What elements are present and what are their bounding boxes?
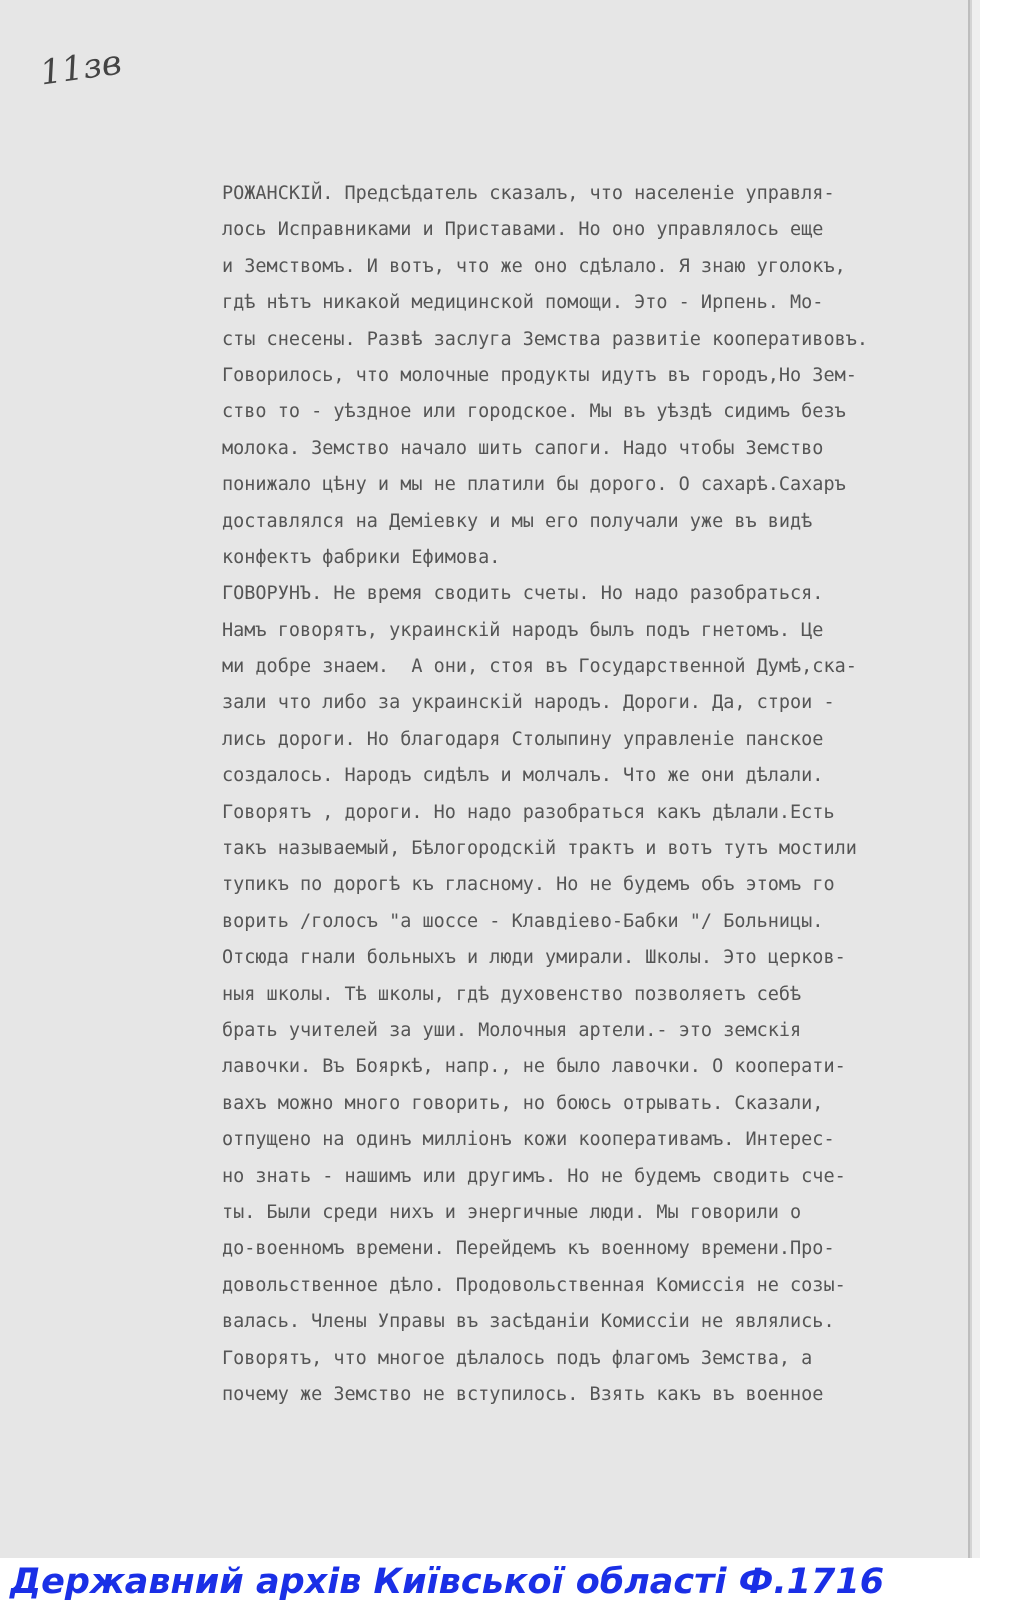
text-line: Говорятъ, что многое дѣлалось подъ флагомъ Земства, а — [222, 1347, 813, 1369]
text-line: зали что либо за украинскiй народъ. Дороги. Да, строи - — [222, 692, 835, 714]
text-line: Отсюда гнали больныхъ и люди умирали. Школы. Это церков- — [222, 947, 846, 969]
text-line: вахъ можно много говорить, но боюсь отрывать. Сказали, — [222, 1092, 824, 1114]
text-line: валась. Члены Управы въ засѣданiи Комиссiи не являлись. — [222, 1311, 835, 1333]
text-line: до-военномъ времени. Перейдемъ къ военному времени.Про- — [222, 1238, 835, 1260]
text-line: лось Исправниками и Приставами. Но оно управлялось еще — [222, 219, 824, 241]
text-line: ты. Были среди нихъ и энергичные люди. Мы говорили о — [222, 1201, 802, 1223]
text-line: доставлялся на Демiевку и мы его получали уже въ видѣ — [222, 510, 813, 532]
text-line: понижало цѣну и мы не платили бы дорого. О сахарѣ.Сахаръ — [222, 474, 846, 496]
typewritten-text — [222, 176, 952, 1413]
text-line: Говорилось, что молочные продукты идутъ въ городъ,Но Зем- — [222, 364, 857, 386]
text-line: создалось. Народъ сидѣлъ и молчалъ. Что же они дѣлали. — [222, 765, 824, 787]
text-line: лись дороги. Но благодаря Столыпину управленiе панское — [222, 728, 824, 750]
text-line: сты снесены. Развѣ заслуга Земства развитіе кооперативовъ. — [222, 328, 869, 350]
text-line: конфектъ фабрики Ефимова. — [222, 546, 501, 568]
text-line: довольственное дѣло. Продовольственная Комиссiя не созы- — [222, 1274, 846, 1296]
text-line: лавочки. Въ Бояркѣ, напр., не было лавочки. О кооперати- — [222, 1056, 846, 1078]
folio-number: 11зв — [37, 42, 124, 94]
paper-edge — [972, 0, 980, 1558]
text-line: Намъ говорятъ, украинскiй народъ былъ подъ гнетомъ. Це — [222, 619, 824, 641]
text-line: и Земствомъ. И вотъ, что же оно сдѣлало. Я знаю уголокъ, — [222, 255, 846, 277]
text-line: ворить /голосъ "а шоссе - Клавдiево-Бабки "/ Больницы. — [222, 910, 824, 932]
text-line: тупикъ по дорогѣ къ гласному. Но не будемъ объ этомъ го — [222, 874, 835, 896]
text-line: отпущено на одинъ миллiонъ кожи кооперативамъ. Интерес- — [222, 1129, 835, 1151]
text-line: такъ называемый, Бѣлогородскiй трактъ и вотъ тутъ мостили — [222, 838, 857, 860]
text-line: ство то - уѣздное или городское. Мы въ уѣздѣ сидимъ безъ — [222, 401, 846, 423]
text-line: ГОВОРУНЪ. Не время сводить счеты. Но надо разобраться. — [222, 583, 824, 605]
text-line: молока. Земство начало шить сапоги. Надо чтобы Земство — [222, 437, 824, 459]
archive-caption: Державний архів Київської області Ф.1716 — [10, 1562, 885, 1602]
text-line: почему же Земство не вступилось. Взять какъ въ военное — [222, 1383, 824, 1405]
text-line: брать учителей за уши. Молочныя артели.- это земскiя — [222, 1019, 802, 1041]
text-line: Говорятъ , дороги. Но надо разобраться какъ дѣлали.Есть — [222, 801, 835, 823]
text-line: РОЖАНСКІЙ. Предсѣдатель сказалъ, что населеніе управля- — [222, 183, 835, 204]
text-line: гдѣ нѣтъ никакой медицинской помощи. Это - Ирпень. Мо- — [222, 292, 824, 314]
text-line: ми добре знаем. А они, стоя въ Государственной Думѣ,ска- — [222, 656, 857, 678]
text-line: ныя школы. Тѣ школы, гдѣ духовенство позволяетъ себѣ — [222, 983, 802, 1005]
text-line: но знать - нашимъ или другимъ. Но не будемъ сводить сче- — [222, 1165, 846, 1187]
